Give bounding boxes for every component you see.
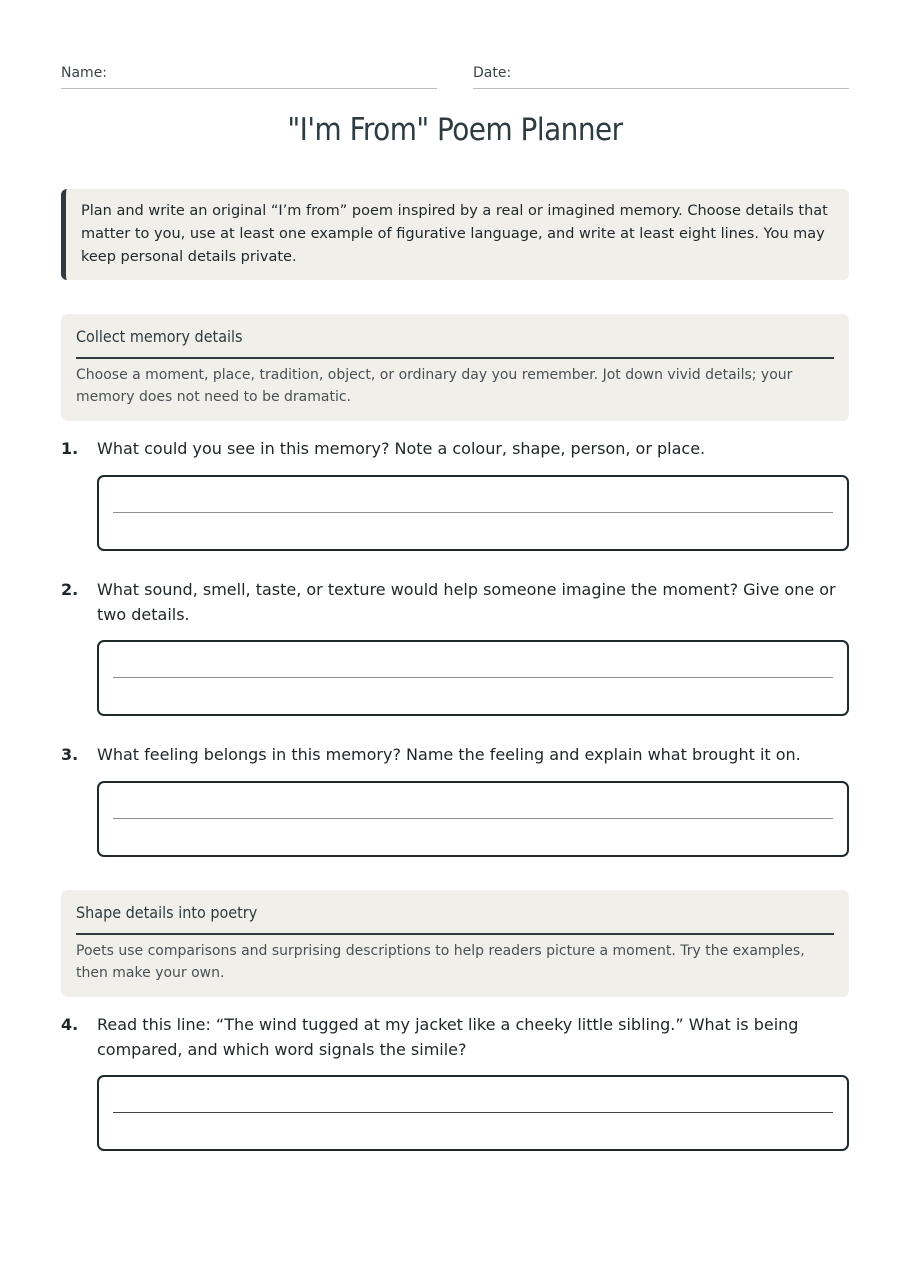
question-number: 1. (61, 439, 79, 458)
question-text: Read this line: “The wind tugged at my jacket like a cheeky little sibling.” What is being compared, and which word signals the simile? (97, 1015, 799, 1059)
answer-box[interactable] (97, 1075, 849, 1151)
instructions-box: Plan and write an original “I’m from” poem inspired by a real or imagined memory. Choose details that matter to you, use at least one example of figurative language, and write at least eight lines. You may keep personal details private. (61, 189, 849, 280)
answer-box[interactable] (97, 781, 849, 857)
section-collect-memory (61, 314, 849, 421)
date-label: Date: (473, 65, 512, 81)
question-text: What sound, smell, taste, or texture would help someone imagine the moment? Give one or two details. (97, 580, 836, 624)
answer-line (113, 512, 833, 513)
question-text: What could you see in this memory? Note a colour, shape, person, or place. (97, 439, 706, 458)
answer-box[interactable] (97, 475, 849, 551)
page-title: "I'm From" Poem Planner (287, 112, 623, 148)
header-fields (61, 62, 849, 88)
section-description: Poets use comparisons and surprising descriptions to help readers picture a moment. Try the examples, then make your own. (76, 943, 805, 981)
question-text: What feeling belongs in this memory? Name the feeling and explain what brought it on. (97, 745, 801, 764)
answer-box[interactable] (97, 640, 849, 716)
question-number: 2. (61, 580, 79, 599)
name-label: Name: (61, 65, 108, 81)
question-number: 3. (61, 745, 79, 764)
question-number: 4. (61, 1015, 79, 1034)
answer-line (113, 818, 833, 819)
date-field[interactable] (473, 62, 849, 89)
section-description: Choose a moment, place, tradition, object, or ordinary day you remember. Jot down vivid details; your memory does not need to be dramatic. (76, 367, 793, 405)
section-title: Collect memory details (76, 326, 834, 359)
section-shape-details (61, 890, 849, 997)
answer-line (113, 677, 833, 678)
name-field[interactable] (61, 62, 437, 89)
section-title: Shape details into poetry (76, 902, 834, 935)
answer-line (113, 1112, 833, 1113)
